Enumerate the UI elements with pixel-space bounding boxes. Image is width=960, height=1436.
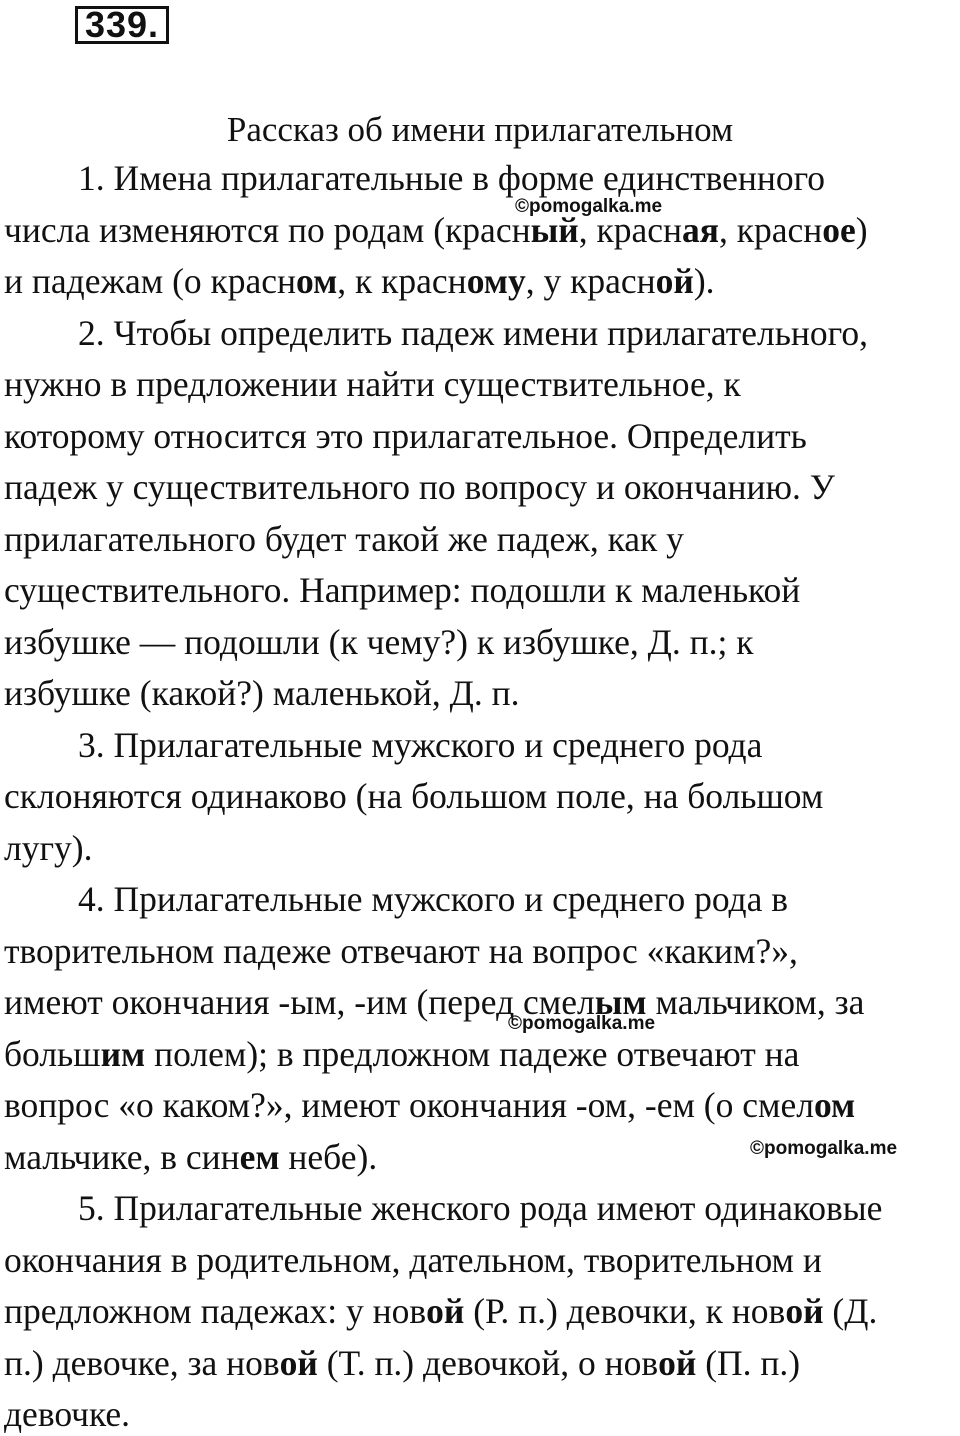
text-line — [78, 1186, 882, 1230]
text-line — [4, 671, 519, 715]
text-segment: падеж у существительного по вопросу и окончанию. У — [4, 467, 835, 507]
text-segment: 1. Имена прилагательные в форме единственного — [78, 158, 826, 198]
text-segment: и падежам (о красн — [4, 261, 297, 301]
text-line — [4, 208, 868, 252]
text-segment: , красн — [578, 209, 683, 250]
text-line — [4, 517, 684, 561]
bold-ending: ой — [279, 1342, 318, 1383]
text-segment: предложном падежах: у нов — [4, 1291, 427, 1331]
text-segment: творительном падеже отвечают на вопрос «каким?», — [4, 930, 798, 971]
bold-ending: ым — [594, 982, 647, 1022]
text-segment: 3. Прилагательные мужского и среднего рода — [78, 724, 763, 765]
text-segment: , красн — [718, 209, 823, 250]
watermark-3: ©pomogalka.me — [750, 1138, 898, 1159]
text-segment: которому относится это прилагательное. Определить — [4, 415, 807, 456]
text-segment: окончания в родительном, дательном, творительном и — [4, 1239, 822, 1280]
page-title: Рассказ об имени прилагательном — [226, 110, 734, 149]
text-segment: 5. Прилагательные женского рода имеют одинаковые — [78, 1188, 883, 1228]
text-line — [4, 1392, 130, 1436]
text-segment: больш — [4, 1033, 101, 1074]
bold-ending: ое — [822, 209, 856, 250]
text-segment: избушке — подошли (к чему?) к избушке, Д. п.; к — [4, 621, 754, 662]
text-segment: нужно в предложении найти существительное, к — [4, 364, 741, 404]
text-segment: (П. п.) — [696, 1342, 801, 1383]
text-line — [4, 620, 754, 664]
text-segment: существительного. Например: подошли к маленькой — [4, 570, 801, 610]
text-segment: лугу). — [4, 827, 93, 868]
text-line — [78, 877, 788, 921]
bold-ending: ому — [466, 261, 526, 301]
text-segment: ) — [855, 209, 868, 250]
text-segment: склоняются одинаково (на большом поле, на большом — [4, 776, 824, 816]
task-number-box: 339. — [75, 6, 169, 44]
bold-ending: ем — [239, 1136, 280, 1177]
text-segment: п.) девочке, за нов — [4, 1342, 280, 1383]
text-segment: (Р. п.) девочки, к нов — [464, 1291, 786, 1331]
text-segment: (Д. — [823, 1291, 878, 1331]
text-segment: 4. Прилагательные мужского и среднего рода в — [78, 879, 789, 919]
text-line — [4, 1289, 877, 1333]
text-segment: имеют окончания -ым, -им (перед смел — [4, 982, 595, 1022]
bold-ending: ом — [296, 261, 338, 301]
text-line — [4, 362, 741, 406]
text-segment: мальчиком, за — [646, 982, 865, 1022]
text-segment: числа изменяются по родам (красн — [4, 209, 531, 250]
text-line — [4, 465, 835, 509]
watermark-1: ©pomogalka.me — [515, 196, 663, 217]
text-line — [4, 826, 92, 870]
text-line — [4, 1135, 377, 1179]
text-line — [4, 259, 715, 303]
text-line — [4, 1341, 800, 1385]
bold-ending: ой — [658, 1342, 697, 1383]
bold-ending: ой — [426, 1291, 465, 1331]
text-segment: вопрос «о каком?», имеют окончания -ом, -ем (о смел — [4, 1085, 814, 1125]
text-line — [78, 723, 762, 767]
watermark-2: ©pomogalka.me — [508, 1013, 656, 1034]
text-line — [78, 311, 868, 355]
bold-ending: им — [100, 1033, 146, 1074]
text-segment: , у красн — [525, 261, 656, 301]
bold-ending: ой — [785, 1291, 824, 1331]
text-segment: небе). — [279, 1136, 378, 1177]
text-segment: мальчике, в син — [4, 1136, 240, 1177]
bold-ending: ой — [655, 261, 694, 301]
text-line — [4, 1032, 799, 1076]
text-line — [78, 156, 825, 200]
text-line — [4, 929, 798, 973]
text-line — [4, 774, 823, 818]
text-segment: 2. Чтобы определить падеж имени прилагательного, — [78, 312, 868, 353]
text-segment: , к красн — [337, 261, 467, 301]
bold-ending: ая — [682, 209, 719, 250]
text-line — [4, 1238, 822, 1282]
text-line — [4, 1083, 855, 1127]
bold-ending: ый — [530, 209, 579, 250]
text-segment: прилагательного будет такой же падеж, как у — [4, 518, 684, 559]
text-segment: девочке. — [4, 1394, 131, 1434]
text-line — [4, 980, 864, 1024]
text-segment: полем); в предложном падеже отвечают на — [145, 1033, 800, 1074]
text-line — [4, 414, 807, 458]
text-segment: избушке (какой?) маленькой, Д. п. — [4, 673, 520, 713]
bold-ending: ом — [813, 1085, 856, 1125]
text-segment: ). — [693, 261, 715, 301]
text-segment: (Т. п.) девочкой, о нов — [317, 1342, 659, 1383]
text-line — [4, 568, 800, 612]
